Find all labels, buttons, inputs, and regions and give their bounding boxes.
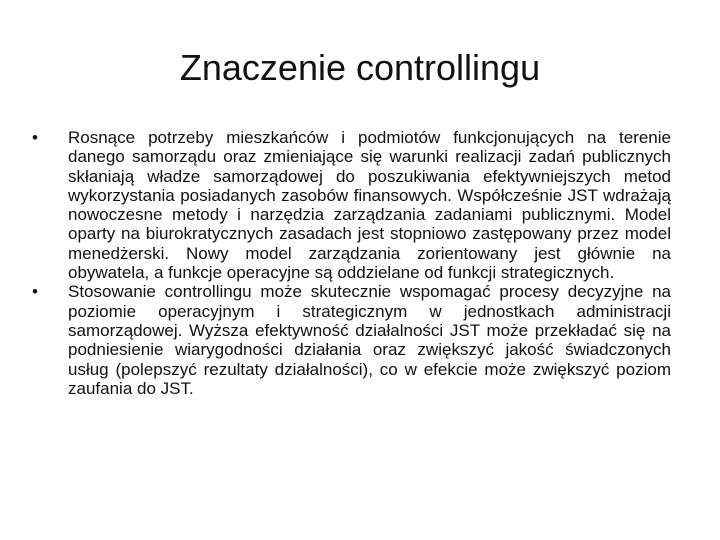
bullet-item [32, 128, 671, 283]
bullet-text: Rosnące potrzeby mieszkańców i podmiotów funkcjonujących na terenie danego samorządu oraz zmieniające się warunki realizacji zadań publicznych skłaniają władze samorządowej do poszukiwania efektywniejszych metod wykorzystania posiadanych zasobów finansowych. Współcześnie JST wdrażają nowoczesne metody i narzędzia zarządzania zadaniami publicznymi. Model oparty na biurokratycznych zasadach jest stopniowo zastępowany przez model menedżerski. Nowy model zarządzania zorientowany jest głównie na obywatela, a funkcje operacyjne są oddzielane od funkcji strategicznych. [68, 128, 671, 283]
slide-title: Znaczenie controllingu [179, 47, 541, 88]
bullet-list [32, 128, 671, 398]
bullet-item [32, 282, 671, 398]
bullet-marker: • [32, 282, 38, 302]
bullet-text: Stosowanie controllingu może skutecznie wspomagać procesy decyzyjne na poziomie operacyjnym i strategicznym w jednostkach administracji samorządowej. Wyższa efektywność działalności JST może przekładać się na podniesienie wiarygodności działania oraz zwiększyć jakość świadczonych usług (polepszyć rezultaty działalności), co w efekcie może zwiększyć poziom zaufania do JST. [68, 282, 671, 398]
bullet-marker: • [32, 128, 38, 147]
